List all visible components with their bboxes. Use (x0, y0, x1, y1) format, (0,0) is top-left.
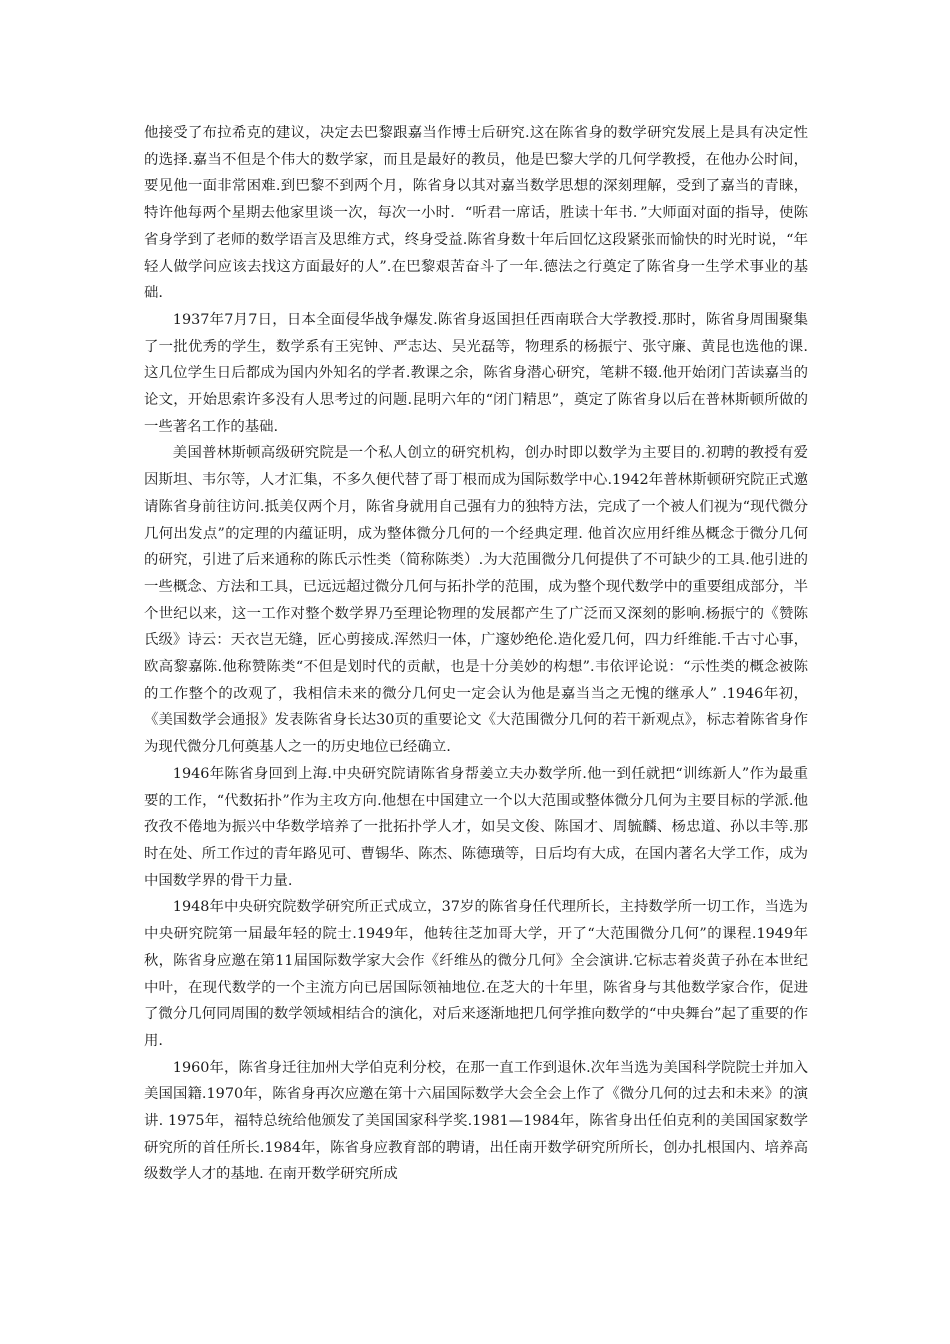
paragraph-paris-cartan: 他接受了布拉希克的建议，决定去巴黎跟嘉当作博士后研究.这在陈省身的数学研究发展上是具有决定性的选择.嘉当不但是个伟大的数学家，而且是最好的教员，他是巴黎大学的几何学教授，在他办公时间，要见他一面非常困难.到巴黎不到两个月，陈省身以其对嘉当数学思想的深刻理解，受到了嘉当的青睐，特许他每两个星期去他家里谈一次，每次一小时．“听君一席话，胜读十年书．”大师面对面的指导，使陈省身学到了老师的数学语言及思维方式，终身受益.陈省身数十年后回忆这段紧张而愉快的时光时说，“年轻人做学问应该去找这方面最好的人”.在巴黎艰苦奋斗了一年.德法之行奠定了陈省身一生学术事业的基础. (144, 125, 808, 302)
document-body (144, 120, 808, 1188)
paragraph-princeton-institute: 美国普林斯顿高级研究院是一个私人创立的研究机构，创办时即以数学为主要目的.初聘的教授有爱因斯坦、韦尔等，人才汇集，不多久便代替了哥丁根而成为国际数学中心.1942年普林斯顿研究院正式邀请陈省身前往访问.抵美仅两个月，陈省身就用自己强有力的独特方法，完成了一个被人们视为“现代微分几何出发点”的定理的内蕴证明，成为整体微分几何的一个经典定理. 他首次应用纤维丛概念于微分几何的研究，引进了后来通称的陈氏示性类（简称陈类）.为大范围微分几何提供了不可缺少的工具.他引进的一些概念、方法和工具，已远远超过微分几何与拓扑学的范围，成为整个现代数学中的重要组成部分，半个世纪以来，这一工作对整个数学界乃至理论物理的发展都产生了广泛而又深刻的影响.杨振宁的《赞陈氏级》诗云：天衣岂无缝，匠心剪接成.浑然归一体，广邃妙绝伦.造化爱几何，四力纤维能.千古寸心事，欧高黎嘉陈.他称赞陈类“不但是划时代的贡献，也是十分美妙的构想”.韦依评论说：“示性类的概念被陈的工作整个的改观了，我相信未来的微分几何史一定会认为他是嘉当当之无愧的继承人” .1946年初，《美国数学会通报》发表陈省身长达30页的重要论文《大范围微分几何的若干新观点》，标志着陈省身作为现代微分几何奠基人之一的历史地位已经确立. (144, 445, 808, 756)
paragraph-return-shanghai: 1946年陈省身回到上海.中央研究院请陈省身帮姜立夫办数学所.他一到任就把“训练新人”作为最重要的工作，“代数拓扑”作为主攻方向.他想在中国建立一个以大范围或整体微分几何为主要目标的学派.他孜孜不倦地为振兴中华数学培养了一批拓扑学人才，如吴文俊、陈国才、周毓麟、杨忠道、孙以丰等.那时在处、所工作过的青年路见可、曹锡华、陈杰、陈德璜等，日后均有大成，在国内著名大学工作，成为中国数学界的骨干力量. (144, 765, 808, 889)
paragraph-academia-sinica-chicago: 1948年中央研究院数学研究所正式成立，37岁的陈省身任代理所长，主持数学所一切工作，当选为中央研究院第一届最年轻的院士.1949年，他转往芝加哥大学，开了“大范围微分几何”的课程.1949年秋，陈省身应邀在第11届国际数学家大会作《纤维丛的微分几何》全会演讲.它标志着炎黄子孙在本世纪中叶，在现代数学的一个主流方向已居国际领袖地位.在芝大的十年里，陈省身与其他数学家合作，促进了微分几何同周围的数学领域相结合的演化，对后来逐渐地把几何学推向数学的“中央舞台”起了重要的作用. (144, 899, 808, 1049)
paragraph-southwest-associated-university: 1937年7月7日，日本全面侵华战争爆发.陈省身返国担任西南联合大学教授.那时，陈省身周围聚集了一批优秀的学生，数学系有王宪钟、严志达、吴光磊等，物理系的杨振宁、张守廉、黄昆也选他的课.这几位学生日后都成为国内外知名的学者.教课之余，陈省身潜心研究，笔耕不辍.他开始闭门苦读嘉当的论文，开始思索许多没有人思考过的问题.昆明六年的“闭门精思”，奠定了陈省身以后在普林斯顿所做的一些著名工作的基础. (144, 311, 808, 435)
paragraph-berkeley-nankai: 1960年，陈省身迁往加州大学伯克利分校，在那一直工作到退休.次年当选为美国科学院院士并加入美国国籍.1970年，陈省身再次应邀在第十六届国际数学大会全会上作了《微分几何的过去和未来》的演讲. 1975年，福特总统给他颁发了美国国家科学奖.1981—1984年，陈省身出任伯克利的美国国家数学研究所的首任所长.1984年，陈省身应教育部的聘请，出任南开数学研究所所长，创办扎根国内、培养高级数学人才的基地. 在南开数学研究所成 (144, 1059, 808, 1183)
